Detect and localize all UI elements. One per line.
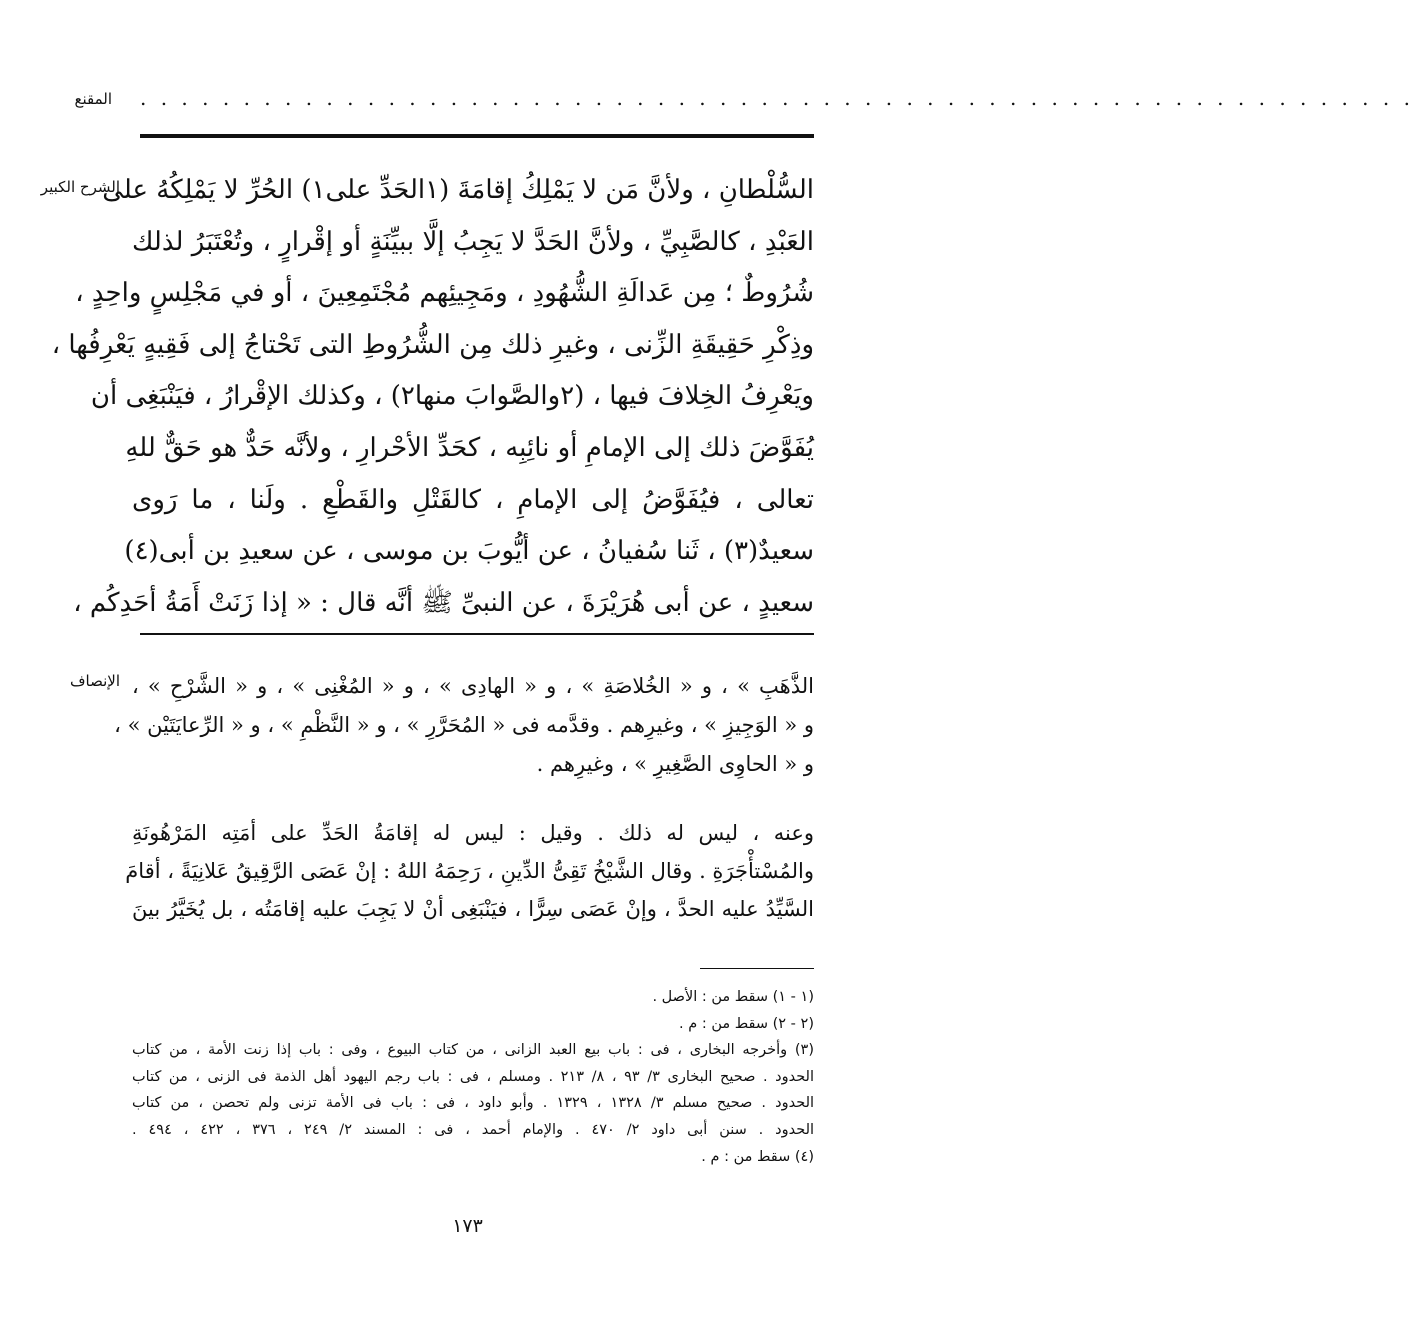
insaf-paragraph-2 <box>125 814 814 928</box>
insaf-line: وعنه ، ليس له ذلك . وقيل : ليس له إقامَةُ الحَدِّ على أمَتِه المَرْهُونَةِ <box>132 821 814 845</box>
footnote-line: الحدود . صحيح البخارى ٣/ ٩٣ ، ٨/ ٢١٣ . ومسلم ، فى : باب رجم اليهود أهل الذمة فى الزنى ، من كتاب <box>132 1068 815 1085</box>
footnote-line: الحدود . صحيح مسلم ٣/ ١٣٢٨ ، ١٣٢٩ . وأبو داود ، فى : باب فى الأمة تزنى ولم تحصن ، من كتاب <box>132 1095 815 1112</box>
header-dotted-leader: . . . . . . . . . . . . . . . . . . . . . . . . . . . . . . . . . . . . . . . . . . . . . . . . . . . . . . . . . . . . . . <box>140 86 1414 110</box>
footnote-line: (٣) وأخرجه البخارى ، فى : باب بيع العبد الزانى ، من كتاب البيوع ، وفى : باب إذا زنت الأمة ، من كتاب <box>132 1042 814 1059</box>
sharh-line: تعالى ، فيُفَوَّضُ إلى الإمامِ ، كالقَتْلِ والقَطْعِ . ولَنا ، ما رَوى <box>132 484 814 515</box>
footnote-rule <box>700 968 814 969</box>
insaf-line: و « الوَجِيزِ » ، وغيرِهم . وقدَّمه فى « المُحَرَّرِ » ، و « النَّظْمِ » ، و « الرِّعايَتَيْن » ، <box>114 713 814 737</box>
footnote-line: (٤) سقط من : م . <box>701 1148 814 1165</box>
section-divider <box>140 633 814 635</box>
footnotes <box>132 984 814 1170</box>
sharh-line: شُرُوطٌ ؛ مِن عَدالَةِ الشُّهُودِ ، ومَجِيئِهم مُجْتَمِعِينَ ، أو في مَجْلِسٍ واحِدٍ ، <box>75 278 814 309</box>
section-label-insaf: الإنصاف <box>69 672 120 690</box>
footnote-line: (٢ - ٢) سقط من : م . <box>679 1015 814 1032</box>
sharh-line: سعيدٌ(٣) ، ثَنا سُفيانُ ، عن أيُّوبَ بن موسى ، عن سعيدِ بن أبى(٤) <box>124 536 814 567</box>
header-rule <box>140 134 814 138</box>
footnote-line: (١ - ١) سقط من : الأصل . <box>652 989 814 1005</box>
footnote-line: الحدود . سنن أبى داود ٢/ ٤٧٠ . والإمام أحمد ، فى : المسند ٢/ ٢٤٩ ، ٣٧٦ ، ٤٢٢ ، ٤٩٤ . <box>132 1121 815 1138</box>
sharh-line: ويَعْرِفُ الخِلافَ فيها ، (٢والصَّوابَ منها٢) ، وكذلك الإقْرارُ ، فيَنْبَغِى أن <box>90 381 814 412</box>
insaf-line: الذَّهَبِ » ، و « الخُلاصَةِ » ، و « الهادِى » ، و « المُغْنِى » ، و « الشَّرْحِ » ، <box>132 674 814 698</box>
sharh-line: يُفَوَّضَ ذلك إلى الإمامِ أو نائِبِه ، كحَدِّ الأحْرارِ ، ولأنَّه حَدٌّ هو حَقٌّ للهِ <box>125 432 814 463</box>
insaf-line: السَّيِّدُ عليه الحدَّ ، وإنْ عَصَى سِرًّا ، فيَنْبَغِى أنْ لا يَجِبَ عليه إقامَتُه ، بل يُخَيَّرُ بينَ <box>132 897 814 921</box>
insaf-line: و « الحاوِى الصَّغِيرِ » ، وغيرِهم . <box>536 752 814 776</box>
page-number: ١٧٣ <box>452 1215 483 1237</box>
sharh-line: العَبْدِ ، كالصَّبِيِّ ، ولأنَّ الحَدَّ لا يَجِبُ إلَّا ببيِّنَةٍ أو إقْرارٍ ، وتُعْتَبَرُ لذلك <box>132 226 814 257</box>
header-book-title: المقنع <box>74 90 112 108</box>
sharh-line: سعيدٍ ، عن أبى هُرَيْرَةَ ، عن النبىِّ ﷺ أنَّه قال : « إذا زَنَتْ أَمَةُ أحَدِكُم ، <box>73 587 814 618</box>
sharh-line: السُّلْطانِ ، ولأنَّ مَن لا يَمْلِكُ إقامَةَ (١الحَدِّ على١) الحُرِّ لا يَمْلِكُهُ على <box>102 175 814 205</box>
section-label-sharh: الشرح الكبير <box>40 178 120 196</box>
insaf-paragraph-1 <box>114 667 814 784</box>
insaf-line: والمُسْتأْجَرَةِ . وقال الشَّيْخُ تَقِىُّ الدِّينِ ، رَحِمَهُ اللهُ : إنْ عَصَى الرَّقِيقُ عَلانِيَةً ، أقامَ <box>125 859 814 883</box>
sharh-line: وذِكْرِ حَقِيقَةِ الزِّنى ، وغيرِ ذلك مِن الشُّرُوطِ التى تَحْتاجُ إلى فَقِيهٍ يَعْرِفُها ، <box>51 329 814 360</box>
